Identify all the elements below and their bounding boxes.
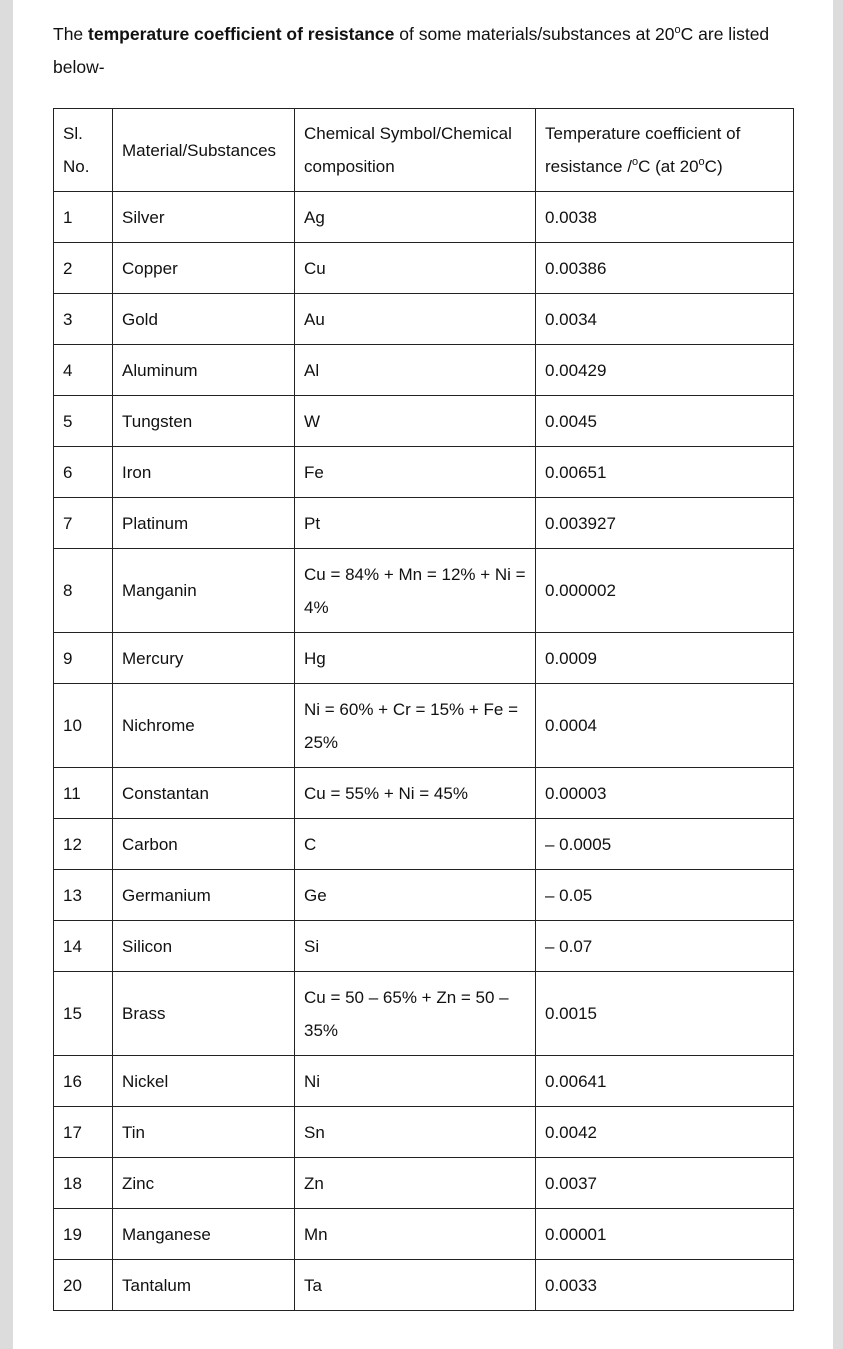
cell-sl-no: 15 <box>54 972 113 1056</box>
header-chemical-symbol: Chemical Symbol/Chemical composition <box>295 109 536 192</box>
table-row <box>54 243 794 294</box>
cell-chemical-symbol: Ag <box>295 192 536 243</box>
cell-temperature-coefficient: – 0.0005 <box>536 819 794 870</box>
cell-material: Iron <box>113 447 295 498</box>
table-row <box>54 870 794 921</box>
cell-temperature-coefficient: – 0.07 <box>536 921 794 972</box>
cell-temperature-coefficient: 0.0034 <box>536 294 794 345</box>
table-header-row <box>54 109 794 192</box>
cell-chemical-symbol: Cu = 50 – 65% + Zn = 50 – 35% <box>295 972 536 1056</box>
cell-chemical-symbol: Cu = 55% + Ni = 45% <box>295 768 536 819</box>
cell-sl-no: 2 <box>54 243 113 294</box>
cell-sl-no: 9 <box>54 633 113 684</box>
cell-chemical-symbol: Ni <box>295 1056 536 1107</box>
cell-material: Constantan <box>113 768 295 819</box>
cell-sl-no: 4 <box>54 345 113 396</box>
cell-temperature-coefficient: 0.00641 <box>536 1056 794 1107</box>
cell-sl-no: 10 <box>54 684 113 768</box>
cell-sl-no: 20 <box>54 1260 113 1311</box>
table-row <box>54 921 794 972</box>
coefficient-table <box>53 108 794 1311</box>
page <box>13 0 833 1349</box>
cell-temperature-coefficient: 0.0033 <box>536 1260 794 1311</box>
cell-sl-no: 18 <box>54 1158 113 1209</box>
cell-chemical-symbol: Ta <box>295 1260 536 1311</box>
degree-superscript: o <box>674 24 681 36</box>
cell-temperature-coefficient: 0.00651 <box>536 447 794 498</box>
table-row <box>54 972 794 1056</box>
cell-temperature-coefficient: 0.000002 <box>536 549 794 633</box>
cell-material: Silver <box>113 192 295 243</box>
cell-sl-no: 12 <box>54 819 113 870</box>
table-row <box>54 1107 794 1158</box>
cell-material: Nickel <box>113 1056 295 1107</box>
cell-material: Nichrome <box>113 684 295 768</box>
cell-chemical-symbol: Ge <box>295 870 536 921</box>
cell-material: Tantalum <box>113 1260 295 1311</box>
cell-temperature-coefficient: – 0.05 <box>536 870 794 921</box>
cell-sl-no: 17 <box>54 1107 113 1158</box>
intro-bold-term: temperature coefficient of resistance <box>88 24 395 44</box>
cell-material: Manganin <box>113 549 295 633</box>
cell-temperature-coefficient: 0.0045 <box>536 396 794 447</box>
cell-sl-no: 8 <box>54 549 113 633</box>
intro-text-end: C are listed below- <box>53 24 770 77</box>
cell-material: Carbon <box>113 819 295 870</box>
cell-chemical-symbol: Cu <box>295 243 536 294</box>
cell-temperature-coefficient: 0.0037 <box>536 1158 794 1209</box>
cell-chemical-symbol: Au <box>295 294 536 345</box>
cell-chemical-symbol: Mn <box>295 1209 536 1260</box>
table-row <box>54 1056 794 1107</box>
cell-material: Aluminum <box>113 345 295 396</box>
intro-text-middle: of some materials/substances at 20 <box>394 24 675 44</box>
table-row <box>54 1260 794 1311</box>
cell-sl-no: 14 <box>54 921 113 972</box>
intro-paragraph <box>53 18 803 84</box>
cell-chemical-symbol: Al <box>295 345 536 396</box>
cell-material: Platinum <box>113 498 295 549</box>
header-sl-no: Sl. No. <box>54 109 113 192</box>
cell-temperature-coefficient: 0.0015 <box>536 972 794 1056</box>
cell-sl-no: 1 <box>54 192 113 243</box>
cell-sl-no: 6 <box>54 447 113 498</box>
cell-chemical-symbol: Hg <box>295 633 536 684</box>
cell-temperature-coefficient: 0.0038 <box>536 192 794 243</box>
cell-material: Silicon <box>113 921 295 972</box>
header-temperature-coefficient: Temperature coefficient of resistance /$^o$C (at 20$^o$C) <box>536 109 794 192</box>
cell-temperature-coefficient: 0.0004 <box>536 684 794 768</box>
table-row <box>54 447 794 498</box>
table-body <box>54 192 794 1311</box>
cell-temperature-coefficient: 0.0009 <box>536 633 794 684</box>
cell-temperature-coefficient: 0.00429 <box>536 345 794 396</box>
cell-sl-no: 7 <box>54 498 113 549</box>
cell-chemical-symbol: Sn <box>295 1107 536 1158</box>
table-row <box>54 498 794 549</box>
cell-sl-no: 13 <box>54 870 113 921</box>
table-row <box>54 549 794 633</box>
cell-chemical-symbol: C <box>295 819 536 870</box>
table-row <box>54 345 794 396</box>
cell-material: Tin <box>113 1107 295 1158</box>
table-row <box>54 768 794 819</box>
cell-material: Zinc <box>113 1158 295 1209</box>
cell-temperature-coefficient: 0.0042 <box>536 1107 794 1158</box>
cell-chemical-symbol: W <box>295 396 536 447</box>
cell-chemical-symbol: Cu = 84% + Mn = 12% + Ni = 4% <box>295 549 536 633</box>
cell-material: Manganese <box>113 1209 295 1260</box>
table-row <box>54 819 794 870</box>
table-row <box>54 1209 794 1260</box>
header-material: Material/Substances <box>113 109 295 192</box>
cell-material: Tungsten <box>113 396 295 447</box>
cell-temperature-coefficient: 0.00003 <box>536 768 794 819</box>
cell-sl-no: 19 <box>54 1209 113 1260</box>
cell-temperature-coefficient: 0.003927 <box>536 498 794 549</box>
table-row <box>54 396 794 447</box>
cell-chemical-symbol: Ni = 60% + Cr = 15% + Fe = 25% <box>295 684 536 768</box>
cell-chemical-symbol: Si <box>295 921 536 972</box>
cell-material: Copper <box>113 243 295 294</box>
cell-sl-no: 11 <box>54 768 113 819</box>
intro-text-start: The <box>53 24 89 44</box>
table-row <box>54 1158 794 1209</box>
cell-chemical-symbol: Fe <box>295 447 536 498</box>
cell-sl-no: 3 <box>54 294 113 345</box>
cell-material: Brass <box>113 972 295 1056</box>
table-row <box>54 192 794 243</box>
table-row <box>54 294 794 345</box>
cell-sl-no: 16 <box>54 1056 113 1107</box>
table-row <box>54 633 794 684</box>
cell-chemical-symbol: Zn <box>295 1158 536 1209</box>
cell-material: Mercury <box>113 633 295 684</box>
table-row <box>54 684 794 768</box>
cell-chemical-symbol: Pt <box>295 498 536 549</box>
cell-material: Germanium <box>113 870 295 921</box>
cell-temperature-coefficient: 0.00386 <box>536 243 794 294</box>
cell-sl-no: 5 <box>54 396 113 447</box>
cell-temperature-coefficient: 0.00001 <box>536 1209 794 1260</box>
cell-material: Gold <box>113 294 295 345</box>
